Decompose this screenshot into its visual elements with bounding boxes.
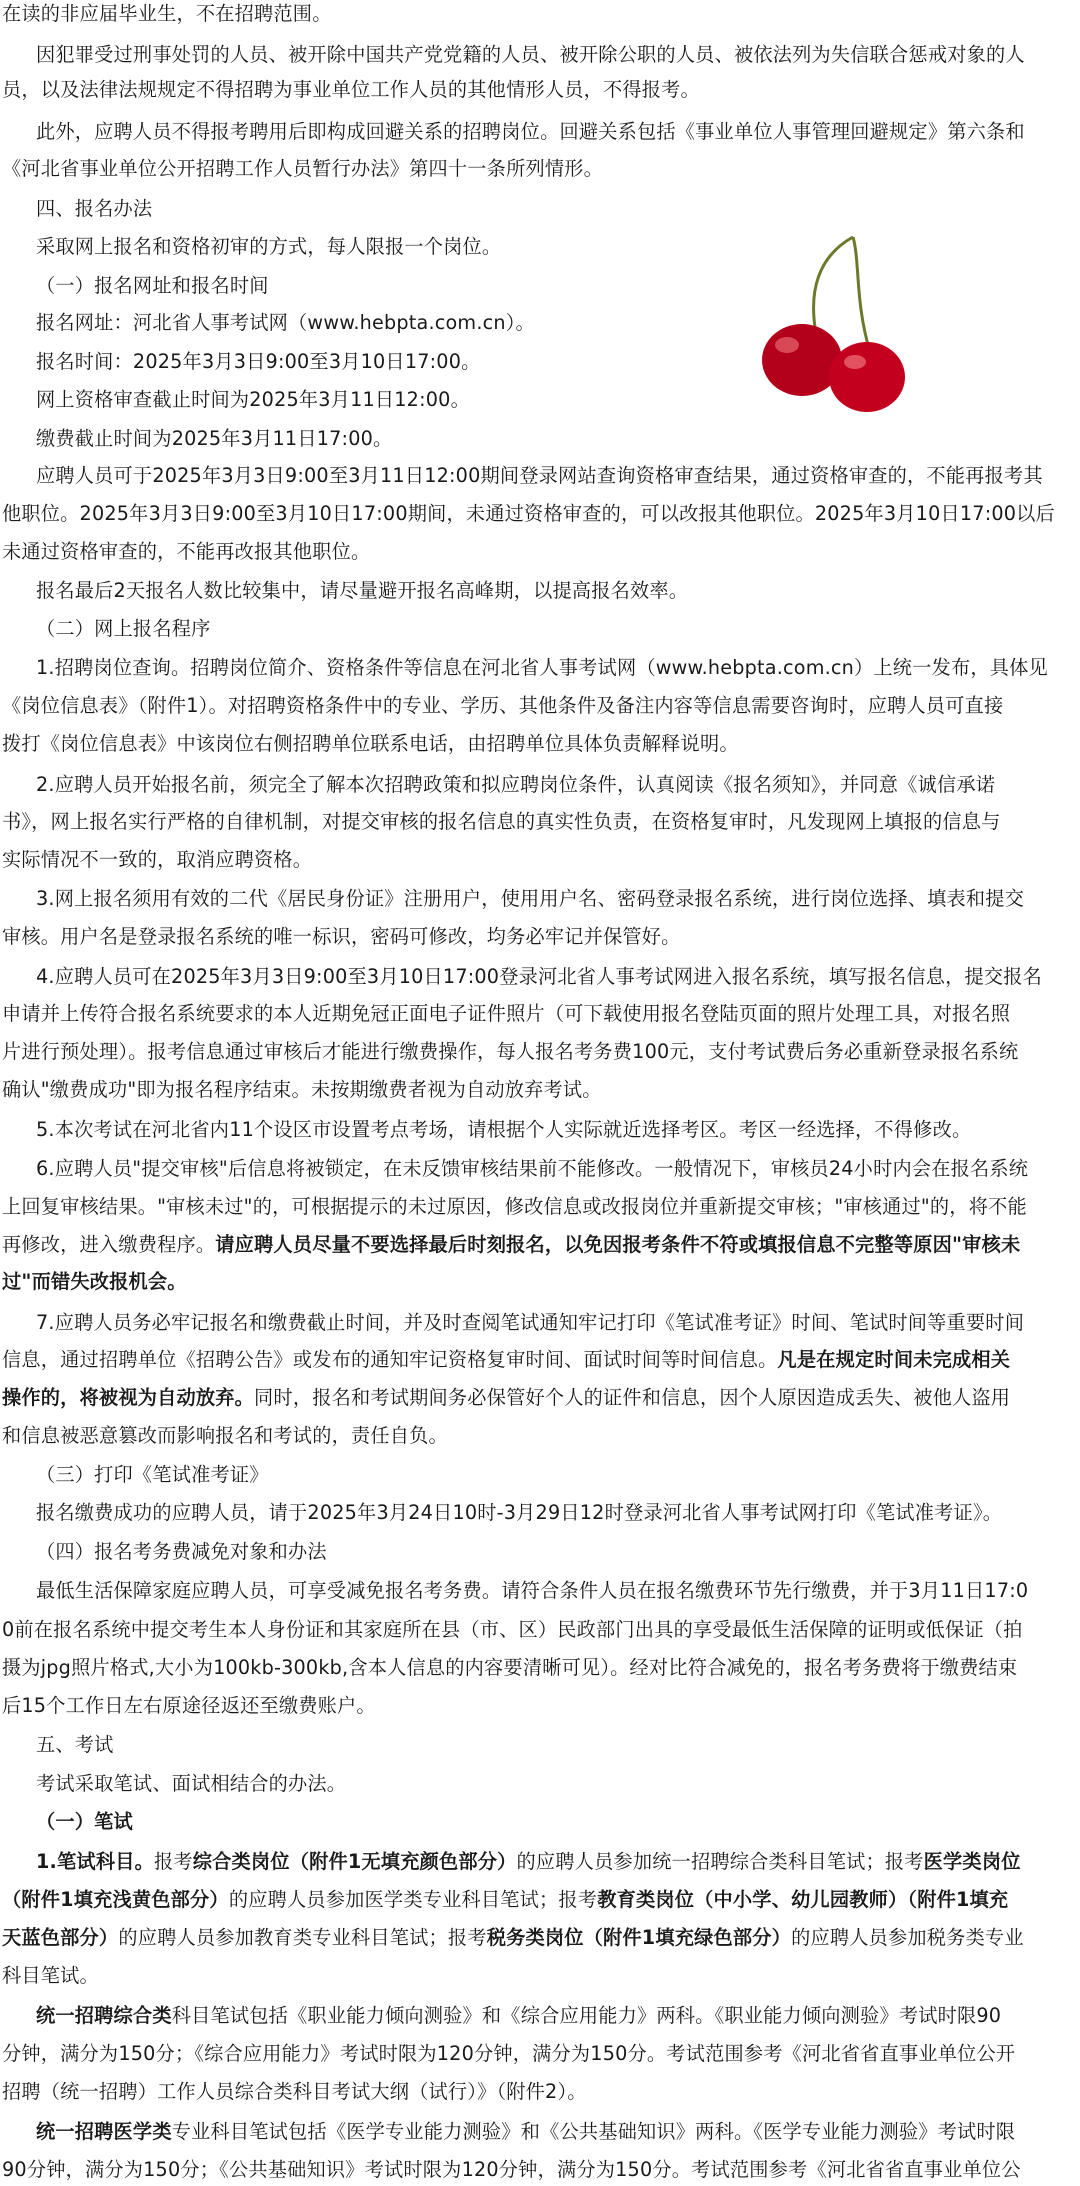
cherry-stem [814, 237, 853, 327]
text-line: 最低生活保障家庭应聘人员，可享受减免报名考务费。请符合条件人员在报名缴费环节先行缴费，并于3月11日17:0 [36, 1579, 1029, 1602]
text-line: 和信息被恶意篡改而影响报名和考试的，责任自负。 [2, 1424, 448, 1447]
text-line: 5.本次考试在河北省内11个设区市设置考点考场，请根据个人实际就近选择考区。考区一经选择，不得修改。 [36, 1118, 972, 1141]
text-line: 后15个工作日左右原途径返还至缴费账户。 [2, 1694, 376, 1717]
cherry-highlight [775, 337, 799, 353]
text-line: 科目笔试。 [2, 1964, 99, 1987]
subsection-heading [36, 1808, 133, 1838]
text-line [2, 1268, 187, 1298]
text-line: 他职位。2025年3月3日9:00至3月10日17:00期间，未通过资格审查的，可以改报其他职位。2025年3月10日17:00以后 [2, 502, 1055, 525]
text-line: 在读的非应届毕业生，不在招聘范围。 [2, 2, 332, 25]
text-line: 《岗位信息表》（附件1）。对招聘资格条件中的专业、学历、其他条件及备注内容等信息需要咨询时，应聘人员可直接 [2, 694, 1004, 717]
text-line: 员，以及法律法规规定不得招聘为事业单位工作人员的其他情形人员，不得报考。 [2, 78, 700, 101]
text-line: 报名时间：2025年3月3日9:00至3月10日17:00。 [36, 350, 481, 373]
section-heading: 四、报名办法 [36, 197, 153, 220]
bold-notice: 请应聘人员尽量不要选择最后时刻报名，以免因报考条件不符或填报信息不完整等原因"审核未 [215, 1233, 1021, 1256]
text-line: 因犯罪受过刑事处罚的人员、被开除中国共产党党籍的人员、被开除公职的人员、被依法列为失信联合惩戒对象的人 [36, 43, 1025, 66]
text-line: 应聘人员可于2025年3月3日9:00至3月11日12:00期间登录网站查询资格审查结果，通过资格审查的，不能再报考其 [36, 464, 1043, 487]
bold-label: 统一招聘综合类 [36, 2004, 172, 2027]
cherry-fruit [829, 342, 905, 412]
text-line [2, 1231, 1020, 1261]
text-segment: 的应聘人员参加统一招聘综合类科目笔试；报考 [516, 1850, 924, 1873]
text-line [36, 2118, 1015, 2148]
text-line [2, 1384, 1010, 1414]
cherry-fruit [762, 324, 842, 396]
bold-heading: （一）笔试 [36, 1810, 133, 1833]
bold-notice: 过"而错失改报机会。 [2, 1270, 187, 1293]
bold-notice: 凡是在规定时间未完成相关 [777, 1348, 1011, 1371]
text-line: 书》，网上报名实行严格的自律机制，对提交审核的报名信息的真实性负责，在资格复审时，凡发现网上填报的信息与 [2, 810, 1001, 833]
text-line: 审核。用户名是登录报名系统的唯一标识，密码可修改，均务必牢记并保管好。 [2, 925, 681, 948]
text-line [2, 1346, 1010, 1376]
text-segment: 科目笔试包括《职业能力倾向测验》和《综合应用能力》两科。《职业能力倾向测验》考试时限90 [171, 2004, 1002, 2027]
cherry-highlight [844, 355, 866, 369]
text-line: 考试采取笔试、面试相结合的办法。 [36, 1772, 347, 1795]
bold-label: （附件1填充浅黄色部分） [2, 1888, 229, 1911]
text-line: 此外，应聘人员不得报考聘用后即构成回避关系的招聘岗位。回避关系包括《事业单位人事管理回避规定》第六条和 [36, 120, 1025, 143]
text-line: 上回复审核结果。"审核未过"的，可根据提示的未过原因，修改信息或改报岗位并重新提交审核；"审核通过"的，将不能 [2, 1195, 1027, 1218]
text-line: 采取网上报名和资格初审的方式，每人限报一个岗位。 [36, 235, 502, 258]
text-line: 分钟，满分为150分；《综合应用能力》考试时限为120分钟，满分为150分。考试范围参考《河北省省直事业单位公开 [2, 2042, 1016, 2065]
text-line [2, 1924, 1024, 1954]
text-line: 7.应聘人员务必牢记报名和缴费截止时间，并及时查阅笔试通知牢记打印《笔试准考证》时间、笔试时间等重要时间 [36, 1311, 1025, 1334]
text-line: 摄为jpg照片格式,大小为100kb-300kb,含本人信息的内容要清晰可见）。经对比符合减免的，报名考务费将于缴费结束 [2, 1656, 1018, 1679]
text-segment: 的应聘人员参加医学类专业科目笔试；报考 [228, 1888, 598, 1911]
text-line: 报名网址：河北省人事考试网（www.hebpta.com.cn）。 [36, 311, 535, 334]
text-line: 《河北省事业单位公开招聘工作人员暂行办法》第四十一条所列情形。 [2, 157, 604, 180]
text-segment: 信息，通过招聘单位《招聘公告》或发布的通知牢记资格复审时间、面试时间等时间信息。 [2, 1348, 778, 1371]
text-line: 实际情况不一致的，取消应聘资格。 [2, 848, 313, 871]
text-line: 1.招聘岗位查询。招聘岗位简介、资格条件等信息在河北省人事考试网（www.hebpta.com.cn）上统一发布，具体见 [36, 656, 1048, 679]
bold-label: 医学类岗位 [923, 1850, 1021, 1873]
bold-label: 统一招聘医学类 [36, 2120, 172, 2143]
text-line: 片进行预处理）。报考信息通过审核后才能进行缴费操作，每人报名考务费100元，支付考试费后务必重新登录报名系统 [2, 1040, 1019, 1063]
text-line: 缴费截止时间为2025年3月11日17:00。 [36, 427, 393, 450]
text-segment: 的应聘人员参加教育类专业科目笔试；报考 [118, 1926, 487, 1949]
text-line: 确认"缴费成功"即为报名程序结束。未按期缴费者视为自动放弃考试。 [2, 1078, 602, 1101]
text-line: 网上资格审查截止时间为2025年3月11日12:00。 [36, 388, 470, 411]
bold-label: 天蓝色部分） [2, 1926, 119, 1949]
bold-notice: 操作的，将被视为自动放弃。 [2, 1386, 255, 1409]
text-segment: 专业科目笔试包括《医学专业能力测验》和《公共基础知识》两科。《医学专业能力测验》考试时限 [171, 2120, 1016, 2143]
bold-label: 1.笔试科目。 [36, 1850, 154, 1873]
cherry-stem [853, 237, 870, 352]
subsection-heading: （三）打印《笔试准考证》 [36, 1463, 269, 1486]
text-line: 0前在报名系统中提交考生本人身份证和其家庭所在县（市、区）民政部门出具的享受最低生活保障的证明或低保证（拍 [2, 1618, 1023, 1641]
text-line: 招聘（统一招聘）工作人员综合类科目考试大纲（试行）》（附件2）。 [2, 2080, 587, 2103]
text-line: 拨打《岗位信息表》中该岗位右侧招聘单位联系电话，由招聘单位具体负责解释说明。 [2, 732, 739, 755]
bold-label: 综合类岗位（附件1无填充颜色部分） [192, 1850, 517, 1873]
bold-label: 教育类岗位（中小学、幼儿园教师）（附件1填充 [597, 1888, 1009, 1911]
bold-label: 税务类岗位（附件1填充绿色部分） [486, 1926, 792, 1949]
section-heading: 五、考试 [36, 1733, 114, 1756]
subsection-heading: （四）报名考务费减免对象和办法 [36, 1540, 327, 1563]
text-segment: 的应聘人员参加税务类专业 [791, 1926, 1024, 1949]
text-line: 6.应聘人员"提交审核"后信息将被锁定，在未反馈审核结果前不能修改。一般情况下，审核员24小时内会在报名系统 [36, 1157, 1029, 1180]
text-line: 90分钟，满分为150分；《公共基础知识》考试时限为120分钟，满分为150分。考试范围参考《河北省省直事业单位公 [2, 2158, 1021, 2181]
subsection-heading: （二）网上报名程序 [36, 617, 211, 640]
cherry-image [755, 232, 915, 412]
text-segment: 再修改，进入缴费程序。 [2, 1233, 216, 1256]
text-segment: 报考 [153, 1850, 193, 1873]
text-line: 报名缴费成功的应聘人员，请于2025年3月24日10时-3月29日12时登录河北省人事考试网打印《笔试准考证》。 [36, 1501, 1003, 1524]
text-line: 4.应聘人员可在2025年3月3日9:00至3月10日17:00登录河北省人事考试网进入报名系统，填写报名信息，提交报名 [36, 965, 1043, 988]
text-segment: 同时，报名和考试期间务必保管好个人的证件和信息，因个人原因造成丢失、被他人盗用 [254, 1386, 1011, 1409]
text-line: 申请并上传符合报名系统要求的本人近期免冠正面电子证件照片（可下载使用报名登陆页面的照片处理工具，对报名照 [2, 1002, 1011, 1025]
text-line [36, 1848, 1021, 1878]
text-line [36, 2002, 1001, 2032]
text-line: 报名最后2天报名人数比较集中，请尽量避开报名高峰期，以提高报名效率。 [36, 579, 689, 602]
subsection-heading: （一）报名网址和报名时间 [36, 274, 269, 297]
text-line: 未通过资格审查的，不能再改报其他职位。 [2, 540, 371, 563]
text-line: 2.应聘人员开始报名前，须完全了解本次招聘政策和拟应聘岗位条件，认真阅读《报名须知》，并同意《诚信承诺 [36, 773, 996, 796]
text-line [2, 1886, 1008, 1916]
text-line: 3.网上报名须用有效的二代《居民身份证》注册用户，使用用户名、密码登录报名系统，进行岗位选择、填表和提交 [36, 887, 1025, 910]
